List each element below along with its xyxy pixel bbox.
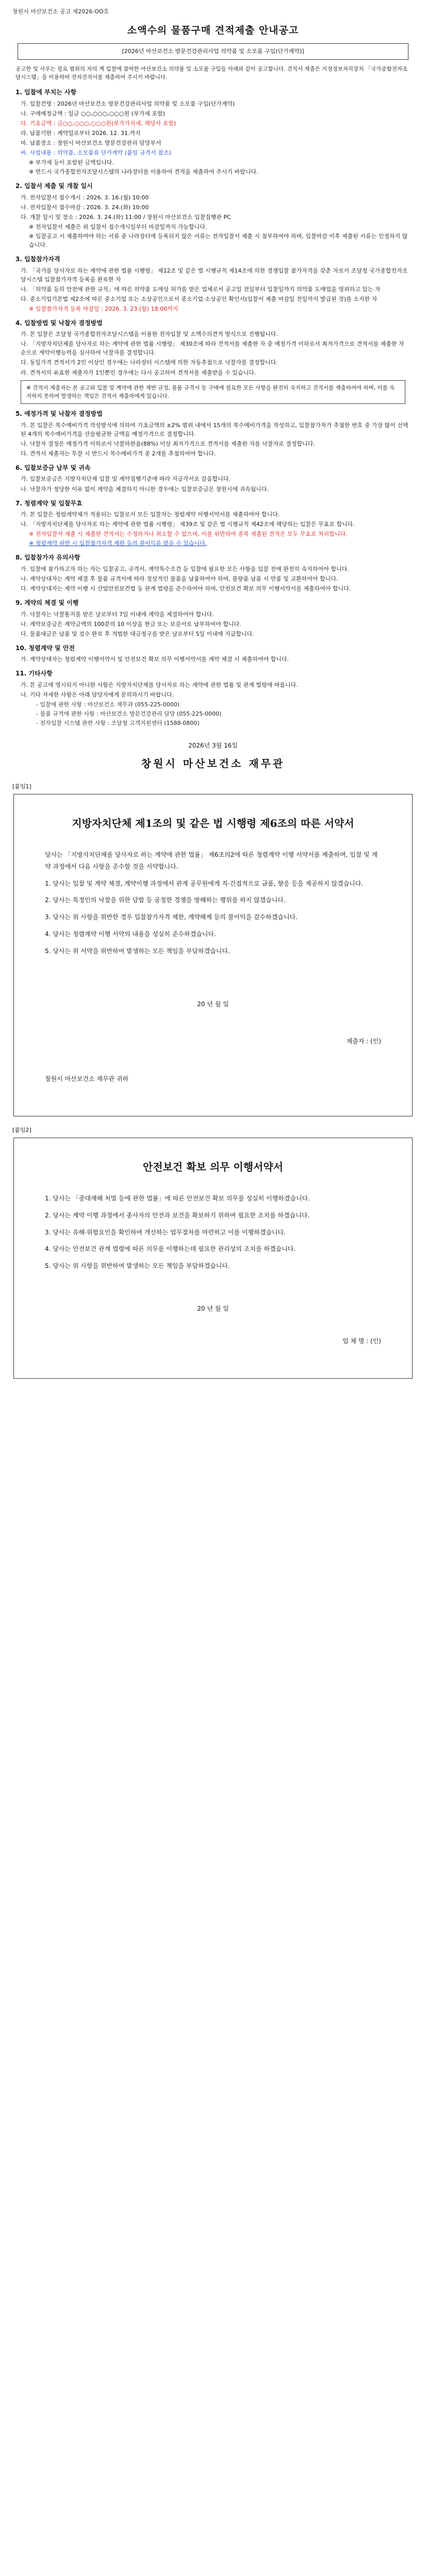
section-heading: 6. 입찰보증금 납부 및 귀속 (15, 464, 91, 471)
attachment-1-form (13, 794, 413, 1116)
list-item: 가. 낙찰자는 낙찰통지를 받은 날로부터 7일 이내에 계약을 체결하여야 합니다. (21, 611, 214, 618)
section-heading: 8. 입찰참가자 유의사항 (15, 554, 80, 562)
list-item: 라. 견적서의 유효한 제출자가 1인뿐인 경우에는 다시 공고하여 견적서를 제출받을 수 있습니다. (21, 369, 256, 376)
list-item: 가. 전자입찰서 접수개시 : 2026. 3. 16.(월) 10:00 (21, 194, 149, 201)
form-paragraph: 1. 당사는 「중대재해 처벌 등에 관한 법률」에 따른 안전보건 확보 의무를 성실히 이행하겠습니다. (45, 1194, 310, 1202)
form-signature: 제출자 : (인) (346, 1038, 381, 1045)
form-title: 안전보건 확보 의무 이행서약서 (142, 1160, 284, 1173)
list-item: 다. 동일가격 견적서가 2인 이상인 경우에는 나라장터 시스템에 의한 자동추첨으로 낙찰자를 결정합니다. (21, 359, 278, 366)
form-date: 20 년 월 일 (197, 1000, 229, 1008)
list-item: 나. 낙찰자 결정은 예정가격 이하로서 낙찰하한율(88%) 이상 최저가격으로 견적서를 제출한 자를 낙찰자로 결정합니다. (21, 440, 315, 447)
list-item: 다. 계약상대자는 계약 이행 시 산업안전보건법 등 관계 법령을 준수하여야 하며, 안전보건 확보 의무 이행서약서를 제출하여야 합니다. (21, 585, 351, 592)
note: ※ 청렴계약 위반 시 입찰참가자격 제한 등의 불이익을 받을 수 있습니다. (29, 540, 207, 547)
list-item: 나. 「지방자치단체를 당사자로 하는 계약에 관한 법률 시행령」 제30조에 따라 견적서를 제출한 자 중 예정가격 이하로서 최저가격으로 견적서를 제출한 자 순으로 계약이행능력을 심사하여 낙찰자를 결정합니다. (21, 341, 404, 357)
list-item: 바. 사업내용 : 의약품, 소모품류 단가계약 (붙임 규격서 참조) (21, 149, 171, 156)
section-heading: 5. 예정가격 및 낙찰자 결정방법 (15, 410, 103, 418)
notice-box: ※ 견적서 제출자는 본 공고와 입찰 및 계약에 관한 제반 규정, 물품 규격서 등 구매에 필요한 모든 사항을 완전히 숙지하고 견적서를 제출하여야 하며, 이를 숙지하지 못하여 발생하는 책임은 견적서 제출자에게 있습니다. (21, 380, 405, 404)
list-item: 다. 개찰 일시 및 장소 : 2026. 3. 24.(화) 11:00 / 창원시 마산보건소 입찰집행관 PC (21, 213, 231, 221)
form-paragraph: 3. 당사는 유해·위험요인을 확인하여 개선하는 업무절차를 마련하고 이를 이행하겠습니다. (45, 1228, 286, 1236)
list-item: 가. 본 입찰은 복수예비가격 작성방식에 의하여 기초금액의 ±2% 범위 내에서 15개의 복수예비가격을 작성하고, 입찰참가자가 추첨한 번호 중 가장 많이 선택된 4개의 복수예비가격을 산술평균한 금액을 예정가격으로 결정합니다. (21, 421, 408, 437)
attachment-2-label: [붙임2] (12, 1126, 31, 1133)
attachment-1-label: [붙임1] (12, 783, 31, 790)
contact-item: - 입찰에 관한 사항 : 마산보건소 재무과 (055-225-0000) (36, 701, 180, 708)
section-8 (15, 553, 411, 593)
notice-date: 2026년 3월 16일 (188, 742, 238, 750)
list-item: 나. 구매예정금액 : 일금 ○○,○○○,○○○원 (부가세 포함) (21, 110, 165, 117)
section-1 (15, 88, 411, 176)
note: ※ 전자입찰서 제출 시 제출한 견적서는 수정하거나 취소할 수 없으며, 이를 위반하여 중복 제출된 견적은 모두 무효로 처리합니다. (29, 531, 348, 538)
note: ※ 입찰공고 시 제출하여야 하는 서류 중 나라장터에 등록되지 않은 서류는 전자입찰서 제출 시 첨부하여야 하며, 입찰마감 이후 제출된 서류는 인정하지 않습니다. (29, 232, 408, 248)
list-item: 가. 본 입찰은 조달청 국가종합전자조달시스템을 이용한 전자입찰 및 소액수의견적 방식으로 진행됩니다. (21, 331, 278, 338)
section-heading: 1. 입찰에 부치는 사항 (15, 89, 77, 96)
list-item: 다. 견적서 제출자는 투찰 시 반드시 복수예비가격 중 2개를 추첨하여야 합니다. (21, 450, 216, 457)
section-heading: 11. 기타사항 (15, 670, 53, 677)
section-11 (15, 669, 411, 727)
form-title: 지방자치단체 제1조의 및 같은 법 시행령 제6조의 따른 서약서 (72, 817, 354, 829)
form-recipient: 창원시 마산보건소 재무관 귀하 (45, 1075, 129, 1083)
list-item: 마. 납품장소 : 창원시 마산보건소 방문건강관리 담당부서 (21, 139, 161, 146)
form-date: 20 년 월 일 (197, 1304, 229, 1312)
note: ※ 전자입찰서 제출은 위 입찰서 접수개시일부터 마감일까지 가능합니다. (29, 223, 207, 230)
note: ※ 입찰참가자격 등록 마감일 : 2026. 3. 23.(월) 18:00까지 (29, 305, 178, 312)
notice-subtitle: [2026년 마산보건소 방문건강관리사업 의약품 및 소모품 구입(단가계약)] (18, 43, 408, 59)
list-item: 나. 「지방자치단체를 당사자로 하는 계약에 관한 법률 시행령」 제39조 및 같은 법 시행규칙 제42조에 해당하는 입찰은 무효로 합니다. (21, 521, 355, 528)
contact-item: - 전자입찰 시스템 관련 사항 : 조달청 고객지원센터 (1588-0800) (36, 720, 200, 727)
form-paragraph: 4. 당사는 청렴계약 이행 서약의 내용을 성실히 준수하겠습니다. (45, 930, 216, 938)
notice-signer: 창원시 마산보건소 재무관 (141, 757, 285, 770)
contact-item: - 물품 규격에 관한 사항 : 마산보건소 방문건강관리 담당 (055-225-0000) (36, 710, 222, 718)
section-heading: 9. 계약의 체결 및 이행 (15, 599, 79, 607)
attachment-2-form (13, 1138, 413, 1379)
form-signature: 업 체 명 : (인) (342, 1337, 381, 1345)
list-item: 나. 낙찰자가 정당한 이유 없이 계약을 체결하지 아니한 경우에는 입찰보증금은 창원시에 귀속됩니다. (21, 485, 269, 493)
list-item: 다. 중소기업기본법 제2조에 따른 중소기업 또는 소상공인으로서 중소기업·소상공인 확인서(입찰서 제출 마감일 전일까지 발급된 것)를 소지한 자 (21, 295, 378, 302)
section-6 (15, 463, 411, 494)
form-paragraph: 1. 당사는 입찰 및 계약 체결, 계약이행 과정에서 관계 공무원에게 직·간접적으로 금품, 향응 등을 제공하지 않겠습니다. (45, 879, 364, 887)
list-item: 가. 계약상대자는 청렴계약 이행서약서 및 안전보건 확보 의무 이행서약서를 계약 체결 시 제출하여야 합니다. (21, 656, 289, 663)
section-2 (15, 181, 411, 249)
list-item: 가. 「국가를 당사자로 하는 계약에 관한 법률 시행령」 제12조 및 같은 법 시행규칙 제14조에 의한 경쟁입찰 참가자격을 갖춘 자로서 조달청 국가종합전자조달시스템 입찰참가자격 등록을 완료한 자 (21, 267, 408, 283)
list-item: 나. 계약상대자는 계약 체결 후 물품 규격서에 따라 정상적인 물품을 납품하여야 하며, 불량품 납품 시 반품 및 교환하여야 합니다. (21, 575, 338, 582)
list-item: 나. 기타 자세한 사항은 아래 담당자에게 문의하시기 바랍니다. (21, 691, 174, 699)
list-item: 가. 입찰건명 : 2026년 마산보건소 방문건강관리사업 의약품 및 소모품 구입(단가계약) (21, 100, 235, 107)
section-10 (15, 643, 411, 664)
list-item: 나. 전자입찰서 접수마감 : 2026. 3. 24.(화) 10:00 (21, 204, 149, 211)
list-item: 가. 본 공고에 명시되지 아니한 사항은 지방자치단체를 당사자로 하는 계약에 관한 법률 및 관계 법령에 따릅니다. (21, 682, 298, 689)
section-heading: 4. 입찰방법 및 낙찰자 결정방법 (15, 319, 103, 327)
note: ※ 부가세 등이 포함된 금액입니다. (29, 159, 114, 166)
list-item: 나. 「의약품 등의 안전에 관한 규칙」에 따른 의약품 도매상 허가를 받은 업체로서 공고일 전일부터 입찰일까지 의약품 도매업을 영위하고 있는 자 (21, 285, 381, 293)
list-item: 가. 입찰보증금은 지방자치단체 입찰 및 계약집행기준에 따라 지급각서로 갈음합니다. (21, 476, 231, 483)
list-item: 라. 납품기한 : 계약일로부터 2026. 12. 31.까지 (21, 129, 141, 137)
list-item: 다. 기초금액 : 금○○,○○○,○○○원(부가가치세, 해당사 포함) (21, 120, 176, 127)
section-7 (15, 499, 411, 548)
list-item: 가. 입찰에 참가하고자 하는 자는 입찰공고, 규격서, 계약특수조건 등 입찰에 필요한 모든 사항을 입찰 전에 완전히 숙지하여야 합니다. (21, 565, 349, 572)
form-paragraph: 5. 당사는 위 사항을 위반하여 발생하는 모든 책임을 부담하겠습니다. (45, 1262, 230, 1270)
section-heading: 2. 입찰서 제출 및 개찰 일시 (15, 182, 93, 190)
section-5 (15, 409, 411, 458)
list-item: 다. 물품대금은 납품 및 검수 완료 후 적법한 대금청구를 받은 날로부터 5일 이내에 지급합니다. (21, 630, 254, 637)
form-paragraph: 2. 당사는 계약 이행 과정에서 종사자의 안전과 보건을 확보하기 위하여 필요한 조치를 하겠습니다. (45, 1211, 310, 1219)
form-paragraph: 5. 당사는 위 서약을 위반하여 발생하는 모든 책임을 부담하겠습니다. (45, 947, 230, 955)
section-heading: 7. 청렴계약 및 입찰무효 (15, 499, 83, 507)
section-9 (15, 598, 411, 638)
form-paragraph: 3. 당사는 위 사항을 위반한 경우 입찰참가자격 제한, 계약해제 등의 불이익을 감수하겠습니다. (45, 913, 298, 921)
form-paragraph: 4. 당사는 안전보건 관계 법령에 따른 의무를 이행하는데 필요한 관리상의 조치를 하겠습니다. (45, 1245, 296, 1253)
list-item: 나. 계약보증금은 계약금액의 100분의 10 이상을 현금 또는 보증서로 납부하여야 합니다. (21, 620, 241, 628)
notice-title: 소액수의 물품구매 견적제출 안내공고 (127, 25, 299, 37)
section-heading: 3. 입찰참가자격 (15, 255, 60, 263)
notice-intro: 공고한 및 사무는 필요 범위의 자의 계 입찰에 참여한 마산보건소 의약품 및 소모품 구입을 아래와 같이 공고합니다. 견적서 제출은 지정정보처리장치 「국가종합전자조달시스템」을 이용하여 전자견적서를 제출하여 주시기 바랍니다. (15, 65, 408, 80)
section-heading: 10. 청렴계약 및 안전 (15, 644, 75, 652)
form-paragraph: 2. 당사는 특정인의 낙찰을 위한 담합 등 공정한 경쟁을 방해하는 행위를 하지 않겠습니다. (45, 896, 286, 904)
notice-number: 창원시 마산보건소 공고 제2026-OO호 (12, 8, 109, 15)
section-3 (15, 255, 411, 313)
list-item: 가. 본 입찰은 청렴계약제가 적용되는 입찰로서 모든 입찰자는 청렴계약 이행서약서를 제출하여야 합니다. (21, 511, 280, 518)
form-paragraph: 당사는 「지방자치단체를 당사자로 하는 계약에 관한 법률」 제6조의2에 따른 청렴계약 이행 서약서를 제출하며, 입찰 및 계약 과정에서 다음 사항을 준수할 것을 서약합니다. (45, 851, 378, 870)
section-4 (15, 318, 411, 404)
note: ※ 반드시 국가종합전자조달시스템의 나라장터를 이용하여 견적을 제출하여 주시기 바랍니다. (29, 168, 258, 175)
